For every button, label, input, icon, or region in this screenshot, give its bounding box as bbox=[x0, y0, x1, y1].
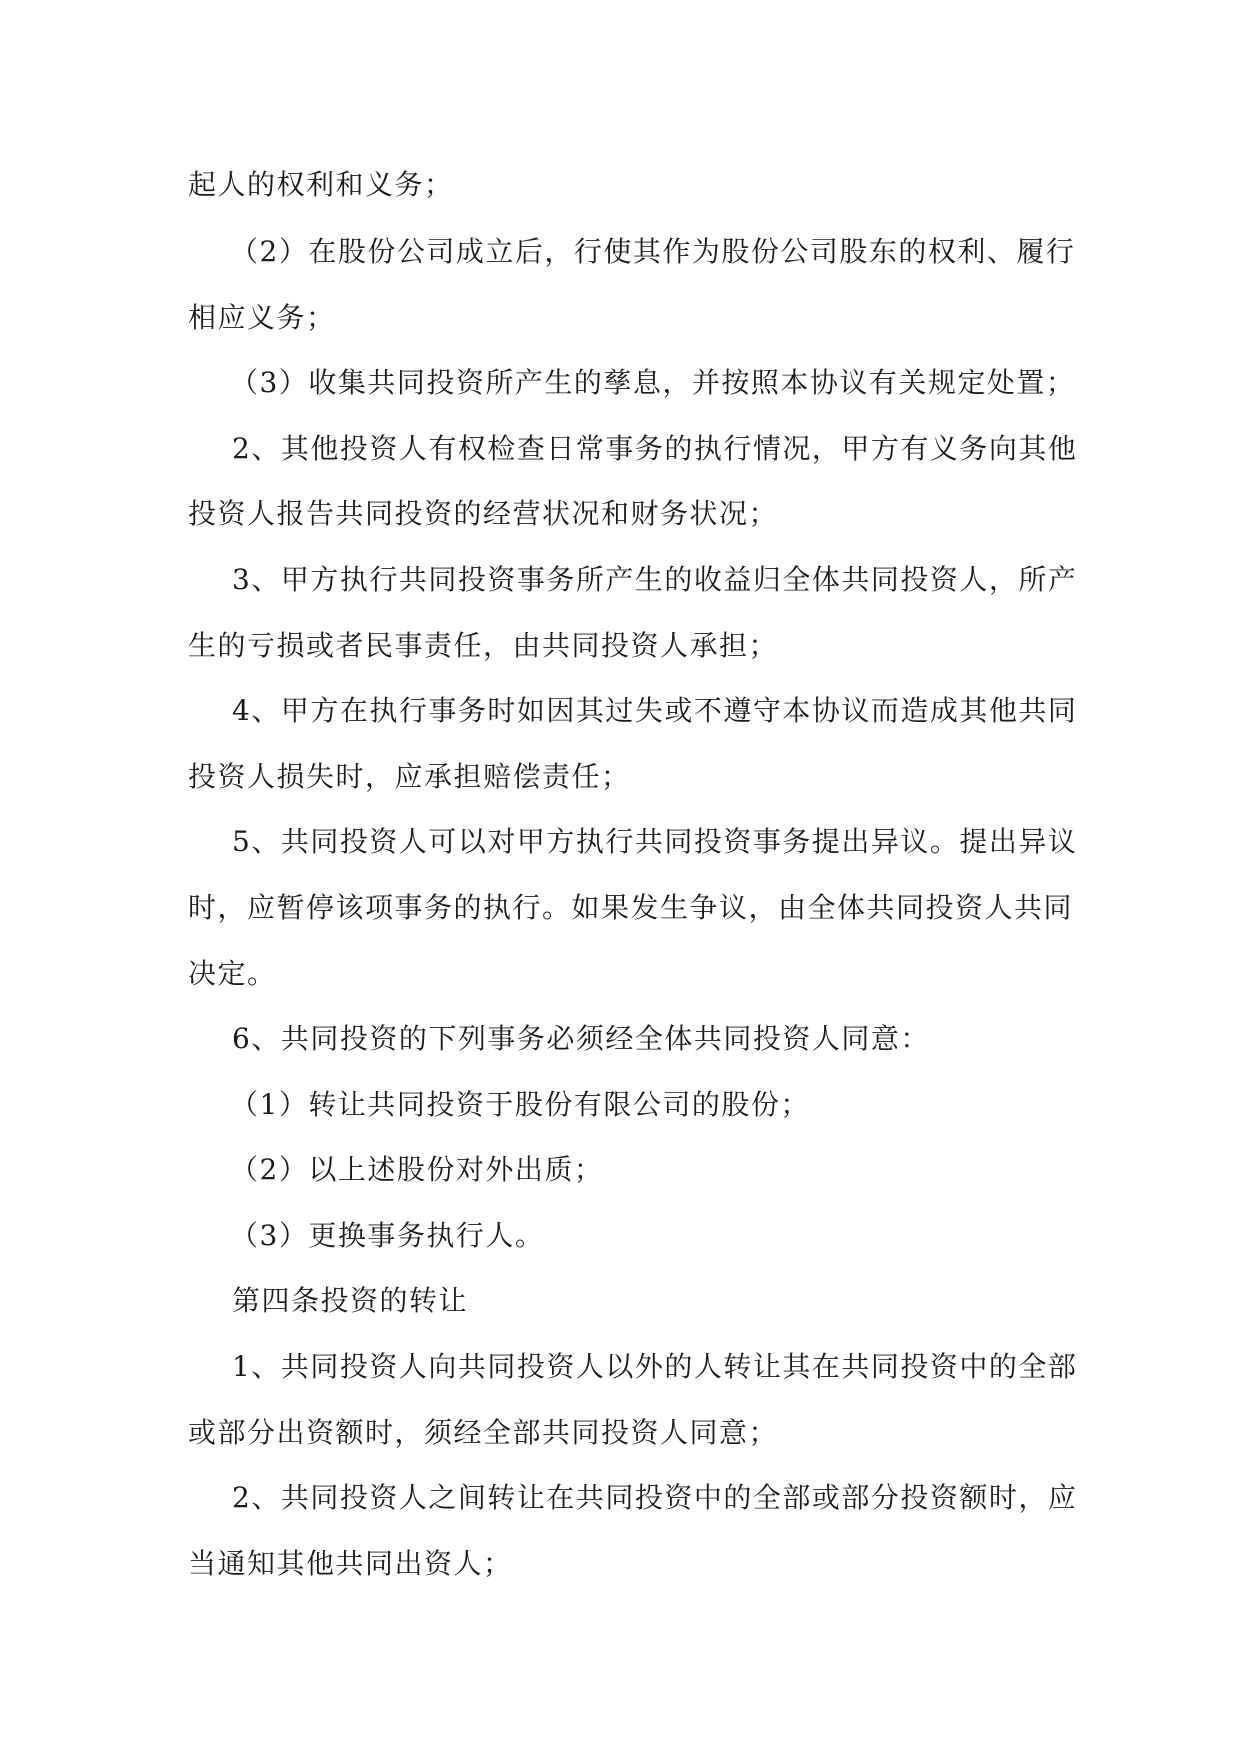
text-line: 2、其他投资人有权检查日常事务的执行情况，甲方有义务向其他 bbox=[232, 432, 1078, 465]
text-line: 投资人损失时，应承担赔偿责任； bbox=[188, 760, 631, 793]
text-line: （2）以上述股份对外出质； bbox=[230, 1153, 604, 1186]
text-line: （3）更换事务执行人。 bbox=[230, 1219, 545, 1252]
text-line: 当通知其他共同出资人； bbox=[188, 1547, 513, 1580]
text-line: 时，应暂停该项事务的执行。如果发生争议，由全体共同投资人共同 bbox=[188, 891, 1074, 924]
text-line: 起人的权利和义务； bbox=[188, 168, 454, 201]
text-line: 1、共同投资人向共同投资人以外的人转让其在共同投资中的全部 bbox=[232, 1350, 1078, 1383]
text-line: 3、甲方执行共同投资事务所产生的收益归全体共同投资人，所产 bbox=[232, 563, 1078, 596]
text-line: （1）转让共同投资于股份有限公司的股份； bbox=[230, 1088, 810, 1121]
text-line: （2）在股份公司成立后，行使其作为股份公司股东的权利、履行 bbox=[230, 235, 1076, 268]
text-line: 相应义务； bbox=[188, 301, 336, 334]
section-heading: 第四条投资的转让 bbox=[232, 1284, 469, 1317]
text-line: 5、共同投资人可以对甲方执行共同投资事务提出异议。提出异议 bbox=[232, 825, 1078, 858]
text-line: 生的亏损或者民事责任，由共同投资人承担； bbox=[188, 629, 779, 662]
text-line: 6、共同投资的下列事务必须经全体共同投资人同意： bbox=[232, 1022, 930, 1055]
text-line: 4、甲方在执行事务时如因其过失或不遵守本协议而造成其他共同 bbox=[232, 694, 1078, 727]
text-line: 决定。 bbox=[188, 957, 277, 990]
text-line: 2、共同投资人之间转让在共同投资中的全部或部分投资额时，应 bbox=[232, 1481, 1078, 1514]
text-line: 投资人报告共同投资的经营状况和财务状况； bbox=[188, 497, 779, 530]
text-line: （3）收集共同投资所产生的孳息，并按照本协议有关规定处置； bbox=[230, 366, 1076, 399]
text-line: 或部分出资额时，须经全部共同投资人同意； bbox=[188, 1416, 779, 1449]
